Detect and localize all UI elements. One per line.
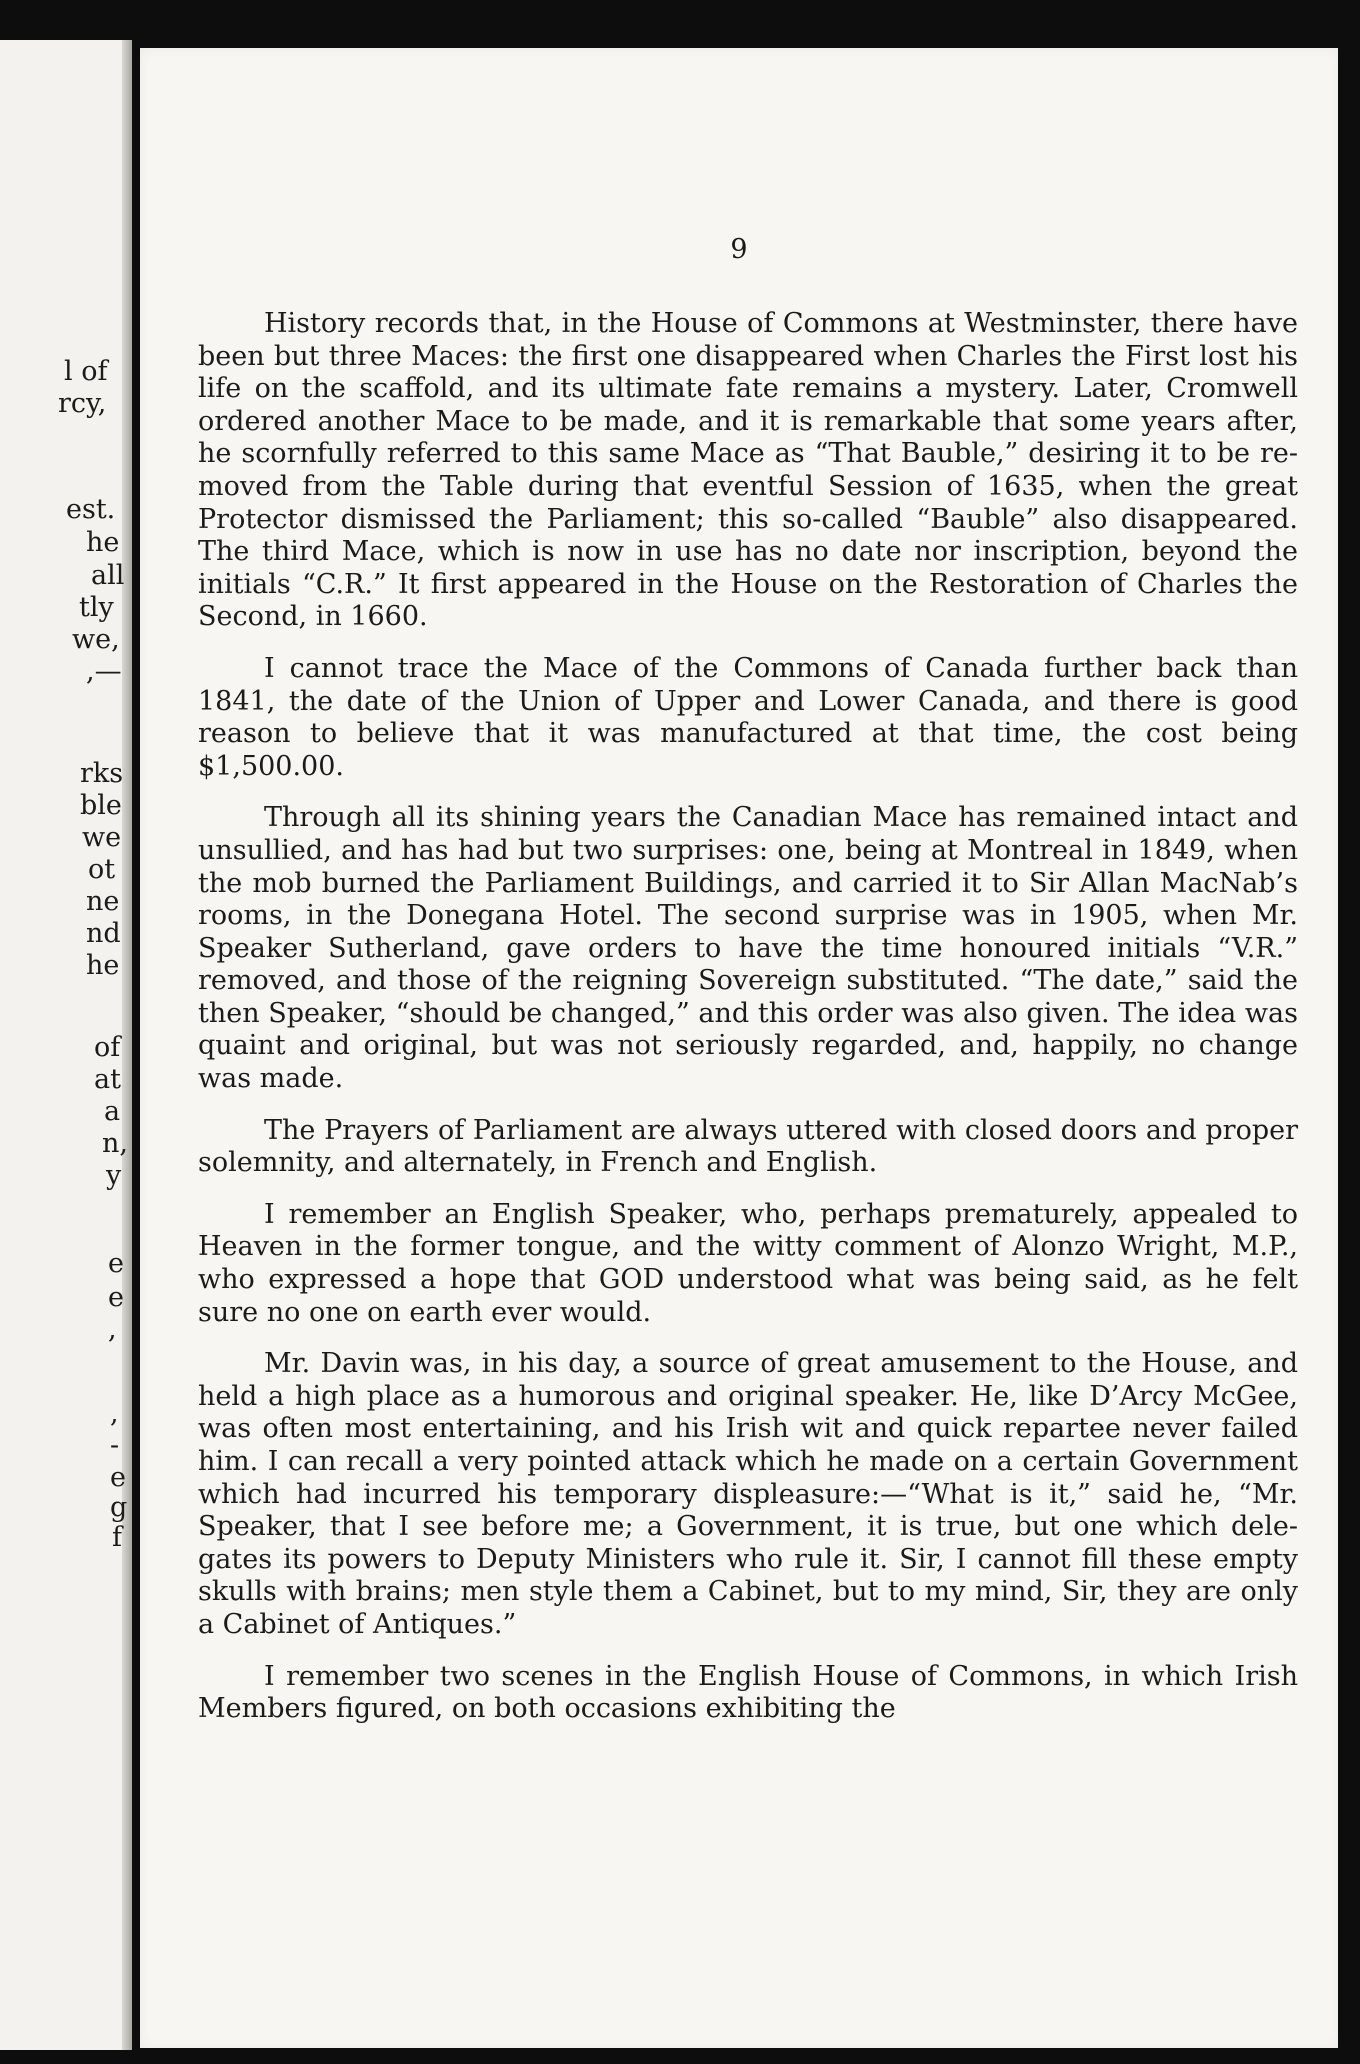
prev-fragment: est. — [66, 494, 116, 525]
prev-fragment: e — [110, 1462, 126, 1493]
paragraph: Mr. Davin was, in his day, a source of great amusement to the House, and held a high place as a humorous and original speaker. He, like D’Arcy McGee, was often most entertaining, and his Irish wit and quick repartee never failed him. I can recall a very pointed attack which he made on a certain Government which had incurred his temporary displeasure:—“What is it,” said he, “Mr. Speaker, that I see before me; a Government, it is true, but one which dele-gates its powers to Deputy Ministers who rule it. Sir, I cannot fill these empty skulls with brains; men style them a Cabinet, but to my mind, Sir, they are only a Cabinet of Antiques.” — [198, 1348, 1298, 1640]
paragraph: I cannot trace the Mace of the Commons of Canada further back than 1841, the date of the Union of Upper and Lower Canada, and there is good reason to believe that it was manufactured at that time, the cost being $1,500.00. — [198, 652, 1298, 782]
prev-fragment: e — [108, 1248, 124, 1279]
prev-fragment: all — [91, 560, 125, 591]
paragraph: The Prayers of Parliament are always uttered with closed doors and proper solemnity, and alternately, in French and English. — [198, 1114, 1298, 1179]
prev-fragment: rcy, — [58, 388, 107, 419]
prev-fragment: nd — [86, 918, 121, 949]
paragraph: Through all its shining years the Canadian Mace has remained intact and unsullied, and has had but two surprises: one, being at Montreal in 1849, when the mob burned the Parliament Buildings, and carried it to Sir Allan MacNab’s rooms, in the Donegana Hotel. The second surprise was in 1905, when Mr. Speaker Sutherland, gave orders to have the time honoured initials “V.R.” removed, and those of the reigning Sovereign substituted. “The date,” said the then Speaker, “should be changed,” and this order was also given. The idea was quaint and original, but was not seriously regarded, and, happily, no change was made. — [198, 802, 1298, 1095]
prev-fragment: at — [94, 1064, 121, 1095]
prev-fragment: e — [108, 1282, 124, 1313]
prev-fragment: ble — [80, 790, 122, 821]
prev-fragment: - — [110, 1430, 120, 1461]
paragraph: History records that, in the House of Commons at Westminster, there have been but three Maces: the first one disappeared when Charles the First lost his life on the scaffold, and its ultimate fate remains a mystery. Later, Cromwell ordered another Mace to be made, and it is remarkable that some years after, he scornfully referred to this same Mace as “That Bauble,” desiring it to be re-moved from the Table during that eventful Session of 1635, when the great Protector dismissed the Parliament; this so-called “Bauble” also disappeared. The third Mace, which is now in use has no date nor inscription, beyond the initials “C.R.” It first appeared in the House on the Restoration of Charles the Second, in 1660. — [198, 308, 1298, 633]
prev-fragment: f — [112, 1522, 122, 1553]
page-fold-shadow — [122, 40, 132, 2050]
page-body — [198, 308, 1298, 1745]
prev-fragment: , — [110, 1398, 119, 1429]
prev-fragment: l of — [64, 356, 108, 387]
prev-fragment: , — [108, 1314, 117, 1345]
page-number: 9 — [730, 234, 748, 265]
book-page — [140, 48, 1338, 2048]
previous-page-edge — [0, 40, 132, 2050]
paragraph: I remember two scenes in the English House of Commons, in which Irish Members figured, on both occasions exhibiting the — [198, 1660, 1298, 1725]
prev-fragment: g — [110, 1492, 128, 1523]
prev-fragment: n, — [102, 1128, 128, 1159]
prev-fragment: y — [106, 1160, 122, 1191]
prev-fragment: tly — [79, 592, 114, 623]
prev-fragment: ne — [86, 886, 120, 917]
prev-fragment: of — [94, 1032, 121, 1063]
prev-fragment: we — [82, 822, 122, 853]
prev-fragment: ,— — [86, 656, 122, 687]
prev-fragment: he — [86, 950, 120, 981]
prev-fragment: a — [104, 1096, 121, 1127]
paragraph: I remember an English Speaker, who, perhaps prematurely, appealed to Heaven in the former tongue, and the witty comment of Alonzo Wright, M.P., who expressed a hope that GOD understood what was being said, as he felt sure no one on earth ever would. — [198, 1198, 1298, 1328]
prev-fragment: rks — [80, 758, 124, 789]
prev-fragment: we, — [72, 624, 120, 655]
prev-fragment: he — [86, 527, 120, 558]
prev-fragment: ot — [88, 854, 116, 885]
